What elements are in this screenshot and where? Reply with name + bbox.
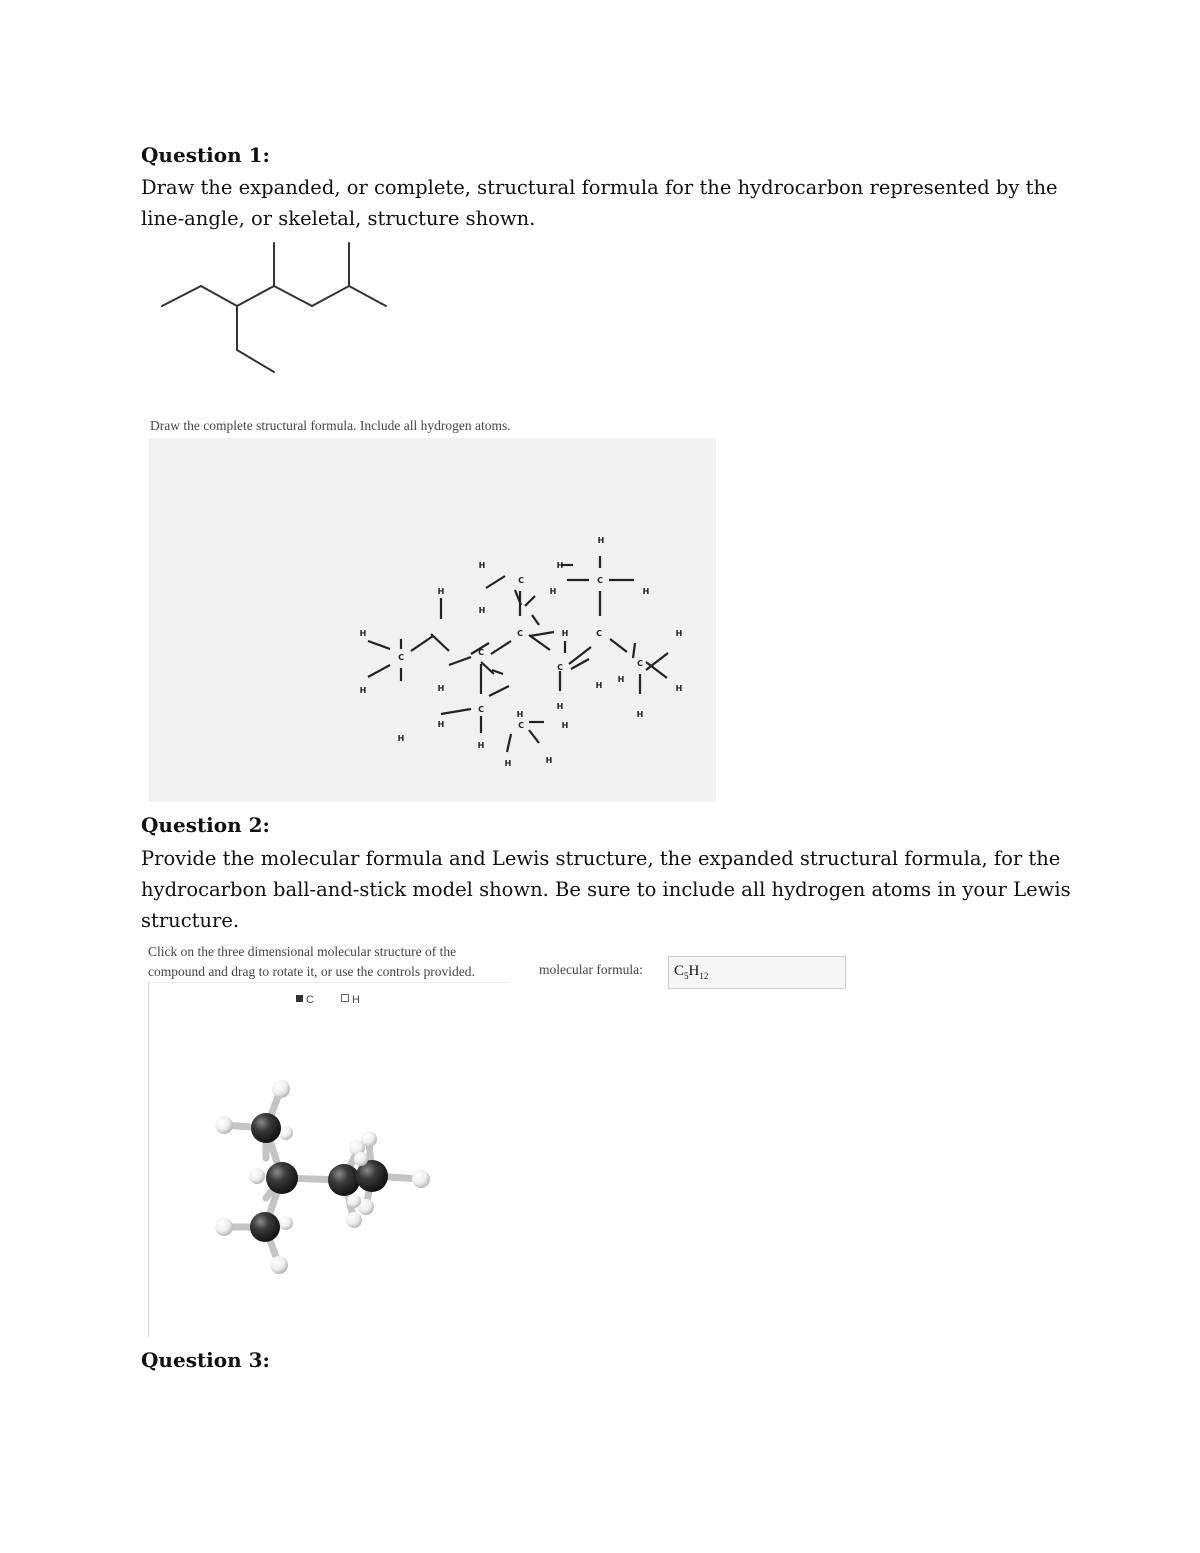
hydrogen-atom [215, 1116, 233, 1134]
lewis-hydrogen-label: H [642, 587, 650, 596]
lewis-carbon-label: C [478, 648, 484, 657]
hydrogen-atom [354, 1152, 368, 1166]
lewis-structure [149, 438, 716, 802]
lewis-bond [529, 635, 550, 650]
lewis-hydrogen-label: H [556, 702, 564, 711]
hydrogen-atom [361, 1131, 377, 1147]
hydrogen-atom [346, 1212, 362, 1228]
lewis-hydrogen-label: H [675, 629, 683, 638]
lewis-hydrogen-label: H [437, 684, 445, 693]
hydrogen-atom [249, 1168, 265, 1184]
lewis-carbon-label: C [398, 653, 404, 662]
lewis-bond [491, 641, 511, 654]
lewis-bond [411, 636, 433, 651]
lewis-carbon-label: C [518, 721, 524, 730]
question-1-caption: Draw the complete structural formula. Include all hydrogen atoms. [150, 418, 511, 433]
lewis-bond [489, 686, 509, 696]
question-1-title: Question 1: [141, 143, 270, 167]
skeletal-bond [237, 350, 274, 372]
lewis-bond [532, 615, 539, 625]
lewis-hydrogen-label: H [549, 587, 557, 596]
lewis-bond [529, 730, 539, 743]
lewis-carbon-label: C [596, 629, 602, 638]
ball-and-stick-model [149, 983, 509, 1337]
caption-line-2: compound and drag to rotate it, or use the controls provided. [148, 964, 475, 979]
hydrogen-atom [279, 1126, 293, 1140]
carbon-atom [250, 1212, 280, 1242]
formula-h-subscript: 12 [699, 971, 709, 981]
question-2-text [141, 843, 1141, 936]
lewis-hydrogen-label: H [359, 686, 367, 695]
lewis-hydrogen-label: H [617, 675, 625, 684]
skeletal-bond [237, 286, 274, 306]
lewis-carbon-label: C [517, 629, 523, 638]
hydrogen-atom [279, 1216, 293, 1230]
lewis-bond [368, 641, 390, 649]
formula-c-subscript: 5 [684, 971, 689, 981]
lewis-hydrogen-label: H [597, 536, 605, 545]
skeletal-bond [162, 286, 201, 306]
lewis-bond [633, 643, 635, 658]
lewis-bond [368, 665, 390, 677]
lewis-hydrogen-label: H [556, 561, 564, 570]
skeletal-bond [349, 286, 386, 306]
legend-hydrogen-label: H [352, 994, 360, 1006]
caption-line-1: Click on the three dimensional molecular structure of the [148, 944, 457, 959]
hydrogen-atom [272, 1080, 290, 1098]
lewis-bond [441, 709, 471, 714]
lewis-bond [646, 662, 667, 678]
lewis-bond [507, 734, 511, 752]
carbon-atom [251, 1113, 281, 1143]
hydrogen-atom [347, 1194, 361, 1208]
formula-c: C [674, 963, 685, 979]
lewis-bond [646, 653, 668, 670]
molecular-formula-value [674, 963, 708, 981]
lewis-bond [569, 647, 591, 664]
lewis-bond [486, 576, 505, 588]
question-2-caption [148, 942, 475, 982]
question-2-line-3: structure. [141, 909, 240, 932]
lewis-carbon-label: C [518, 576, 524, 585]
skeletal-bond [201, 286, 237, 306]
question-3-title: Question 3: [141, 1348, 270, 1372]
lewis-hydrogen-label: H [478, 606, 486, 615]
question-1-line-2: line-angle, or skeletal, structure shown. [141, 207, 536, 230]
lewis-hydrogen-label: H [561, 721, 569, 730]
question-1-text [141, 172, 1121, 234]
molecular-formula-label: molecular formula: [539, 962, 643, 977]
formula-h: H [688, 963, 700, 979]
molecule-3d-viewer[interactable] [148, 982, 509, 1337]
lewis-hydrogen-label: H [516, 710, 524, 719]
hydrogen-atom [215, 1218, 233, 1236]
lewis-hydrogen-label: H [478, 561, 486, 570]
lewis-hydrogen-label: H [561, 629, 569, 638]
lewis-hydrogen-label: H [595, 681, 603, 690]
molecular-formula-field[interactable] [668, 956, 846, 989]
question-2-title: Question 2: [141, 813, 270, 837]
lewis-bond [525, 596, 535, 606]
hydrogen-atom [412, 1170, 430, 1188]
lewis-carbon-label: C [557, 663, 563, 672]
question-2-line-1: Provide the molecular formula and Lewis structure, the expanded structural formula, for the [141, 847, 1061, 870]
skeletal-bond [274, 286, 312, 306]
carbon-atom [266, 1162, 298, 1194]
lewis-hydrogen-label: H [437, 720, 445, 729]
lewis-carbon-label: C [478, 705, 484, 714]
lewis-bond [530, 632, 554, 636]
hydrogen-atom [270, 1256, 288, 1274]
lewis-hydrogen-label: H [359, 629, 367, 638]
lewis-bond [481, 662, 494, 674]
carbon-atom [328, 1164, 360, 1196]
lewis-bond [431, 634, 449, 651]
lewis-hydrogen-label: H [477, 741, 485, 750]
lewis-carbon-label: C [637, 659, 643, 668]
question-1-line-1: Draw the expanded, or complete, structural formula for the hydrocarbon represented by the [141, 176, 1058, 199]
skeletal-structure [150, 235, 410, 385]
lewis-hydrogen-label: H [636, 710, 644, 719]
lewis-hydrogen-label: H [675, 684, 683, 693]
lewis-hydrogen-label: H [504, 759, 512, 768]
lewis-bond [610, 639, 627, 652]
lewis-hydrogen-label: H [437, 587, 445, 596]
structure-drawing-canvas[interactable] [149, 438, 716, 802]
lewis-hydrogen-label: H [397, 734, 405, 743]
lewis-hydrogen-label: H [545, 756, 553, 765]
legend-carbon-label: C [306, 994, 314, 1006]
skeletal-bond [312, 286, 349, 306]
question-2-line-2: hydrocarbon ball-and-stick model shown. Be sure to include all hydrogen atoms in your Lewis [141, 878, 1071, 901]
lewis-carbon-label: C [597, 576, 603, 585]
lewis-bond [449, 657, 471, 665]
